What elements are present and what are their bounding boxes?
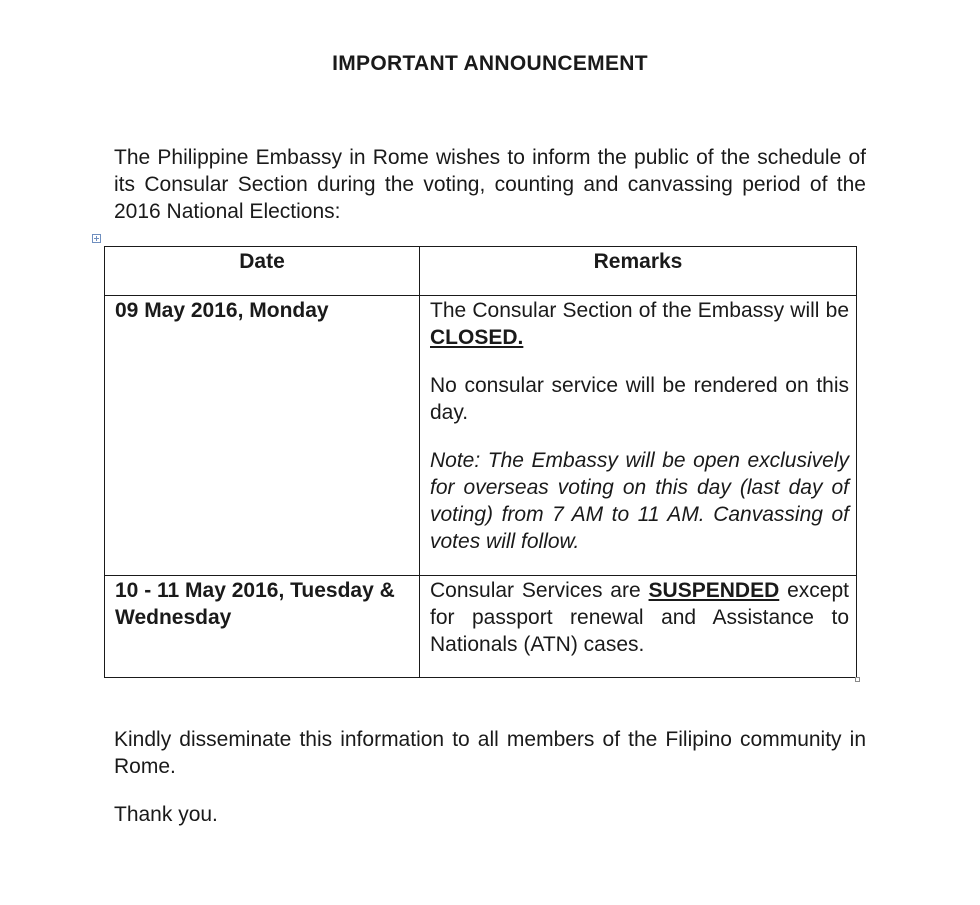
announcement-title: IMPORTANT ANNOUNCEMENT (332, 52, 648, 75)
suspended-emphasis: SUSPENDED (648, 579, 780, 602)
header-date: Date (239, 250, 285, 273)
remark-suspended (430, 577, 849, 658)
remark-no-service: No consular service will be rendered on this day. (430, 374, 849, 424)
remark-closed (430, 297, 849, 351)
thanks-paragraph: Thank you. (114, 803, 218, 826)
table-header-row (105, 247, 857, 296)
remark-note: Note: The Embassy will be open exclusively for overseas voting on this day (last day of voting) from 7 AM to 11 AM. Canvassing of votes will follow. (430, 449, 849, 553)
schedule-table (104, 246, 857, 678)
date-cell (105, 576, 420, 678)
date-text: 10 - 11 May 2016, Tuesday & Wednesday (115, 579, 395, 629)
table-row (105, 576, 857, 678)
resize-handle-icon[interactable] (855, 677, 860, 682)
remark-lead: The Consular Section of the Embassy will be (430, 299, 849, 322)
table-row (105, 296, 857, 576)
header-remarks: Remarks (593, 250, 683, 273)
date-text: 09 May 2016, Monday (115, 299, 329, 322)
header-remarks-cell (420, 247, 857, 296)
closing-paragraph: Kindly disseminate this information to all members of the Filipino community in Rome. (114, 728, 866, 778)
closed-emphasis: CLOSED. (430, 326, 524, 349)
intro-paragraph: The Philippine Embassy in Rome wishes to inform the public of the schedule of its Consular Section during the voting, counting and canvassing period of the 2016 National Elections: (114, 146, 866, 223)
remark-tail: except for passport renewal and Assistance to Nationals (ATN) cases. (430, 579, 849, 656)
remarks-cell (420, 296, 857, 576)
header-date-cell (105, 247, 420, 296)
move-handle-icon[interactable] (92, 234, 101, 243)
remarks-cell (420, 576, 857, 678)
date-cell (105, 296, 420, 576)
remark-lead: Consular Services are (430, 579, 649, 602)
